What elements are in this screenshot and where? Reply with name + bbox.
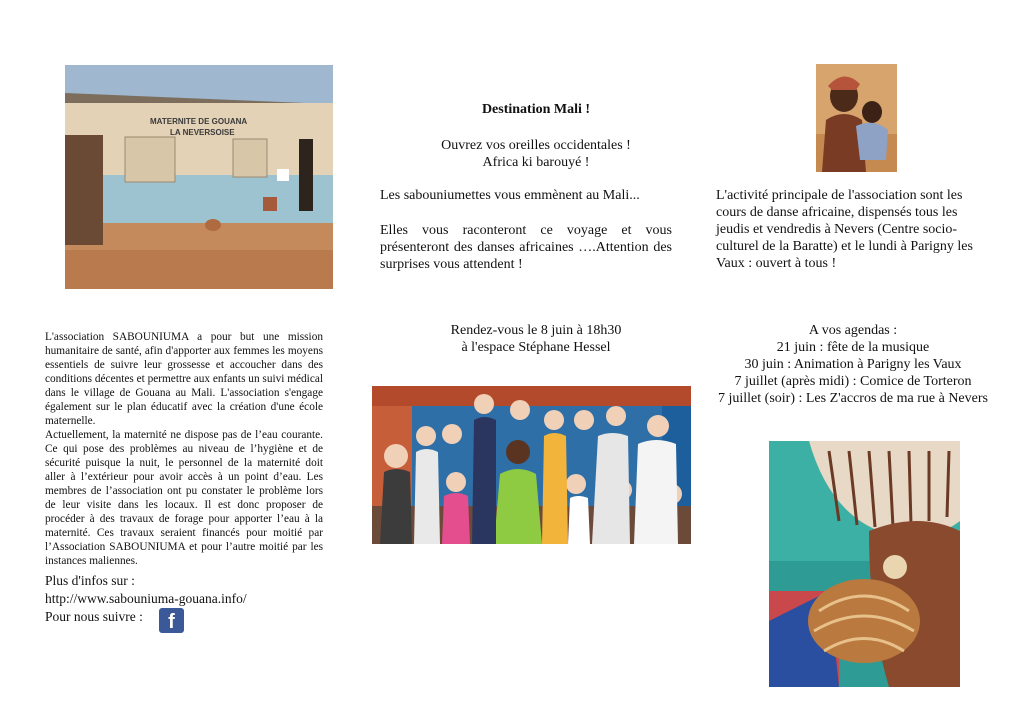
more-info-label: Plus d'infos sur :	[45, 573, 135, 588]
agenda-item: 21 juin : fête de la musique	[776, 340, 930, 355]
subtitle-line-2: Africa ki barouyé !	[482, 155, 590, 170]
sign-line-2: LA NEVERSOISE	[170, 128, 235, 137]
description-text: Elles vous raconteront ce voyage et vous présenteront des danses africaines ….Attention des surprises vous attendent !	[380, 223, 672, 272]
agenda-item: 7 juillet (soir) : Les Z'accros de ma rue à Nevers	[718, 391, 988, 406]
sign-line-1: MATERNITE DE GOUANA	[150, 117, 248, 126]
mission-text	[45, 330, 323, 568]
follow-label: Pour nous suivre :	[45, 609, 143, 624]
more-info	[45, 572, 325, 626]
mother-child-photo	[816, 64, 897, 172]
agenda-title: A vos agendas :	[808, 323, 898, 338]
intro-text: Les sabouniumettes vous emmènent au Mali...	[380, 188, 640, 203]
agenda-item: 30 juin : Animation à Parigny les Vaux	[744, 357, 962, 372]
website-link[interactable]: http://www.sabouniuma-gouana.info/	[45, 591, 247, 606]
subtitle-line-1: Ouvrez vos oreilles occidentales !	[441, 138, 631, 153]
rendezvous	[380, 322, 692, 356]
djembe-photo	[769, 441, 960, 687]
rendezvous-line-1: Rendez-vous le 8 juin à 18h30	[450, 323, 622, 338]
subtitle	[380, 137, 692, 171]
maternity-photo	[65, 65, 333, 289]
mission-paragraph-1: L'association SABOUNIUMA a pour but une mission humanitaire de santé, afin d'apporter aux femmes les moyens essentiels de suivre leur grossesse et accoucher dans des conditions décentes et permettre aux enfants un suivi médical dans le village de Gouana au Mali. L'association s'engage également sur le plan éducatif avec la création d'une école maternelle.	[45, 331, 323, 427]
page-title: Destination Mali !	[481, 102, 591, 117]
agenda-item: 7 juillet (après midi) : Comice de Torteron	[734, 374, 972, 389]
rendezvous-line-2: à l'espace Stéphane Hessel	[461, 340, 611, 355]
activity-text: L'activité principale de l'association sont les cours de danse africaine, dispensés tous les jeudis et vendredis à Nevers (Centre socio-culturel de la Baratte) et le lundi à Parigny les Vaux : ouvert à tous !	[716, 188, 973, 271]
dance-group-photo	[372, 386, 691, 544]
agenda	[716, 322, 990, 407]
facebook-icon[interactable]: f	[159, 608, 184, 633]
mission-paragraph-2: Actuellement, la maternité ne dispose pas de l’eau courante. Ce qui pose des problèmes au niveau de l’hygiène et de sécurité puisque la nuit, le personnel de la maternité doit aller à l’extérieur pour avoir accès à un point d’eau. Les membres de l’association ont pu constater le problème lors de leur visite dans les locaux. Il est donc proposer de procéder à des travaux de forage pour apporter l’eau à la maternité. Ces travaux seraient financés pour moitié par l’Association SABOUNIUMA et pour l’autre moitié par les instances maliennes.	[45, 429, 323, 567]
